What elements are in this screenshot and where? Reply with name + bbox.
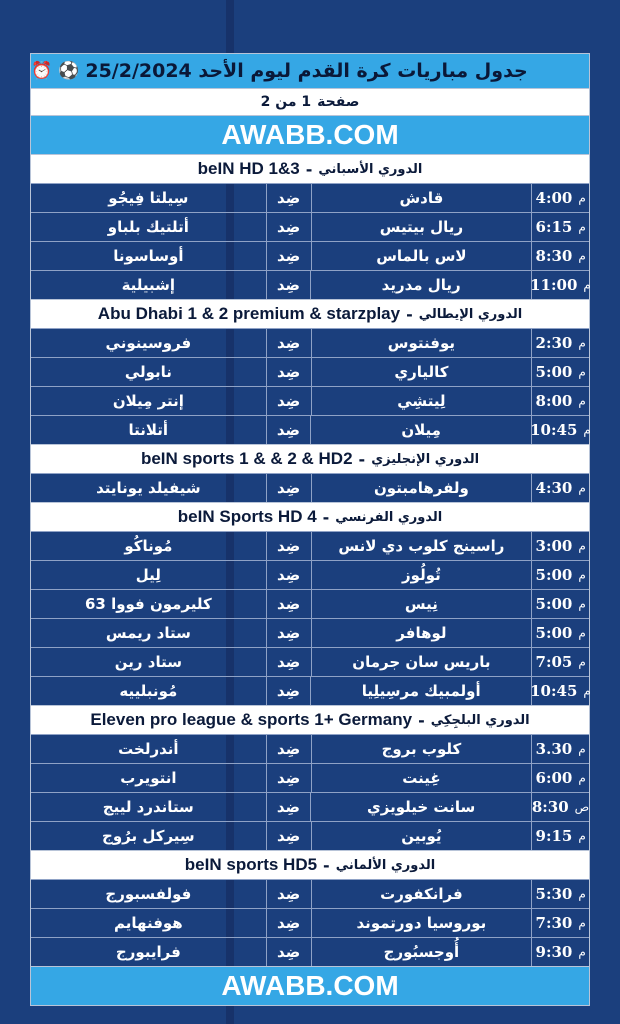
match-row bbox=[31, 415, 589, 444]
match-time-cell bbox=[531, 532, 589, 560]
league-header bbox=[31, 502, 589, 531]
away-team: شيفيلد يونايتد bbox=[96, 479, 201, 497]
league-separator: - bbox=[323, 855, 330, 875]
match-time-cell bbox=[531, 416, 589, 444]
home-team: يوفنتوس bbox=[311, 329, 532, 357]
home-team: كالياري bbox=[311, 358, 532, 386]
match-time: 9:30 bbox=[535, 943, 573, 961]
away-team: فرايبورج bbox=[115, 943, 181, 961]
leagues-container bbox=[31, 154, 589, 966]
match-time: 7:30 bbox=[535, 914, 573, 932]
match-time: 5:30 bbox=[535, 885, 573, 903]
versus-label: ضِد bbox=[266, 416, 311, 444]
league-separator: - bbox=[305, 159, 313, 179]
versus-label: ضِد bbox=[266, 677, 311, 705]
match-time-cell bbox=[531, 677, 589, 705]
versus-label: ضِد bbox=[266, 329, 311, 357]
match-time-cell bbox=[531, 358, 589, 386]
brand-banner: AWABB.COM bbox=[31, 115, 589, 154]
versus-label: ضِد bbox=[266, 561, 311, 589]
match-row bbox=[31, 183, 589, 212]
match-time: 7:05 bbox=[535, 653, 573, 671]
home-team: لوهافر bbox=[311, 619, 532, 647]
versus-label: ضِد bbox=[266, 358, 311, 386]
title-bar bbox=[31, 54, 589, 88]
match-row bbox=[31, 821, 589, 850]
match-ampm: م bbox=[578, 191, 586, 205]
match-ampm: م bbox=[578, 887, 586, 901]
match-time: 3:00 bbox=[535, 537, 573, 555]
match-row bbox=[31, 763, 589, 792]
match-time-cell bbox=[531, 184, 589, 212]
home-team: كلوب بروج bbox=[311, 735, 532, 763]
versus-label: ضِد bbox=[266, 938, 311, 966]
match-time: 10:45 bbox=[530, 682, 578, 700]
away-team: ستاندرد لييج bbox=[102, 798, 194, 816]
away-team: مُوناكُو bbox=[124, 537, 173, 555]
away-team: انتويرب bbox=[120, 769, 177, 787]
match-ampm: م bbox=[578, 916, 586, 930]
home-team: لِيتشِي bbox=[311, 387, 532, 415]
match-row bbox=[31, 618, 589, 647]
match-row bbox=[31, 328, 589, 357]
home-team: قادش bbox=[311, 184, 532, 212]
match-time: 4:00 bbox=[535, 189, 573, 207]
away-team: أوساسونا bbox=[113, 247, 184, 265]
match-time: 5:00 bbox=[535, 624, 573, 642]
away-team: سِيلتا فِيجُو bbox=[108, 189, 189, 207]
match-row bbox=[31, 531, 589, 560]
match-time-cell bbox=[531, 387, 589, 415]
match-time-cell bbox=[531, 793, 589, 821]
away-team: أتلتيك بلباو bbox=[107, 218, 189, 236]
match-time: 8:30 bbox=[535, 247, 573, 265]
match-ampm: م bbox=[578, 597, 586, 611]
away-team: سِيركل برُوج bbox=[102, 827, 195, 845]
away-team: فولفسبورج bbox=[105, 885, 192, 903]
versus-label: ضِد bbox=[266, 764, 311, 792]
match-row bbox=[31, 386, 589, 415]
away-team: مُونبلييه bbox=[119, 682, 178, 700]
match-ampm: م bbox=[578, 336, 586, 350]
match-time: 6:00 bbox=[535, 769, 573, 787]
away-team: كليرمون فووا 63 bbox=[84, 595, 212, 613]
home-team: سانت خيلويزي bbox=[310, 793, 531, 821]
match-time-cell bbox=[531, 271, 589, 299]
versus-label: ضِد bbox=[266, 532, 311, 560]
league-channel: Abu Dhabi 1 & 2 premium & starzplay bbox=[97, 304, 401, 323]
league-name: الدوري الإيطالي bbox=[418, 306, 523, 322]
league-channel: beIN HD 1&3 bbox=[197, 159, 300, 178]
league-channel: Eleven pro league & sports 1+ Germany bbox=[90, 710, 413, 729]
match-time-cell bbox=[531, 619, 589, 647]
away-team: إنتر مِيلان bbox=[112, 392, 184, 410]
versus-label: ضِد bbox=[266, 735, 311, 763]
match-time-cell bbox=[531, 909, 589, 937]
match-ampm: م bbox=[578, 626, 586, 640]
home-team: فرانكفورت bbox=[311, 880, 532, 908]
home-team: لاس بالماس bbox=[311, 242, 532, 270]
league-separator: - bbox=[418, 710, 425, 730]
versus-label: ضِد bbox=[266, 590, 311, 618]
league-header bbox=[31, 154, 589, 183]
home-team: راسينج كلوب دي لانس bbox=[311, 532, 532, 560]
match-time: 5:00 bbox=[535, 595, 573, 613]
page-indicator bbox=[31, 88, 589, 115]
match-time: 9:15 bbox=[535, 827, 573, 845]
league-header bbox=[31, 850, 589, 879]
away-team: ستاد رين bbox=[114, 653, 182, 671]
match-ampm: م bbox=[583, 423, 591, 437]
versus-label: ضِد bbox=[266, 271, 311, 299]
match-row bbox=[31, 647, 589, 676]
page-title: جدول مباريات كرة القدم ليوم الأحد 25/2/2024 bbox=[85, 60, 528, 82]
match-ampm: م bbox=[578, 481, 586, 495]
match-ampm: م bbox=[578, 365, 586, 379]
versus-label: ضِد bbox=[266, 474, 311, 502]
match-time-cell bbox=[531, 213, 589, 241]
match-ampm: ص bbox=[574, 800, 590, 814]
versus-label: ضِد bbox=[266, 909, 311, 937]
match-ampm: م bbox=[578, 220, 586, 234]
away-team: أندرلخت bbox=[118, 740, 179, 758]
home-team: مِيلان bbox=[310, 416, 531, 444]
match-row bbox=[31, 908, 589, 937]
match-time-cell bbox=[531, 329, 589, 357]
match-row bbox=[31, 241, 589, 270]
league-name: الدوري البلجِكِي bbox=[430, 712, 530, 728]
versus-label: ضِد bbox=[266, 619, 311, 647]
match-time: 6:15 bbox=[535, 218, 573, 236]
league-channel: beIN Sports HD 4 bbox=[177, 507, 317, 526]
away-team: هوفنهايم bbox=[114, 914, 183, 932]
match-time: 2:30 bbox=[535, 334, 573, 352]
home-team: ريال بيتيس bbox=[311, 213, 532, 241]
home-team: تُولُوز bbox=[311, 561, 532, 589]
versus-label: ضِد bbox=[266, 822, 311, 850]
match-ampm: م bbox=[578, 829, 586, 843]
match-ampm: م bbox=[583, 684, 591, 698]
home-team: نِيس bbox=[311, 590, 532, 618]
league-name: الدوري الأسباني bbox=[318, 161, 423, 177]
league-separator: - bbox=[406, 304, 413, 324]
match-ampm: م bbox=[578, 655, 586, 669]
match-time-cell bbox=[531, 561, 589, 589]
clock-icon: ⏰ bbox=[31, 61, 53, 81]
versus-label: ضِد bbox=[266, 387, 311, 415]
home-team: ولفرهامبتون bbox=[311, 474, 532, 502]
match-time-cell bbox=[531, 242, 589, 270]
match-time: 5:00 bbox=[535, 363, 573, 381]
league-header bbox=[31, 705, 589, 734]
away-team: فروسينوني bbox=[105, 334, 192, 352]
match-ampm: م bbox=[583, 278, 591, 292]
match-time-cell bbox=[531, 880, 589, 908]
league-channel: beIN sports 1 & & 2 & HD2 bbox=[140, 449, 353, 468]
match-time-cell bbox=[531, 822, 589, 850]
league-separator: - bbox=[322, 507, 330, 527]
match-ampm: م bbox=[578, 249, 586, 263]
match-time-cell bbox=[531, 764, 589, 792]
match-time: 8:00 bbox=[535, 392, 573, 410]
league-header bbox=[31, 444, 589, 473]
match-time: 3.30 bbox=[535, 740, 573, 758]
home-team: أُوجسبُورج bbox=[311, 938, 532, 966]
match-row bbox=[31, 212, 589, 241]
match-time-cell bbox=[531, 648, 589, 676]
league-channel: beIN sports HD5 bbox=[184, 855, 318, 874]
away-team: أتلانتا bbox=[128, 421, 169, 439]
soccer-ball-icon: ⚽ bbox=[58, 61, 80, 81]
league-name: الدوري الألماني bbox=[335, 857, 436, 873]
match-time: 10:45 bbox=[530, 421, 578, 439]
footer-brand-banner: AWABB.COM bbox=[31, 966, 589, 1005]
match-row bbox=[31, 473, 589, 502]
home-team: يُوبين bbox=[311, 822, 532, 850]
versus-label: ضِد bbox=[266, 184, 311, 212]
match-ampm: م bbox=[578, 394, 586, 408]
match-time-cell bbox=[531, 735, 589, 763]
match-ampm: م bbox=[578, 539, 586, 553]
match-row bbox=[31, 937, 589, 966]
match-row bbox=[31, 560, 589, 589]
match-row bbox=[31, 792, 589, 821]
away-team: إشبيلية bbox=[121, 276, 176, 294]
match-ampm: م bbox=[578, 742, 586, 756]
page-value: 1 من 2 bbox=[260, 94, 312, 110]
match-row bbox=[31, 676, 589, 705]
match-ampm: م bbox=[578, 945, 586, 959]
match-time: 8:30 bbox=[531, 798, 569, 816]
home-team: باريس سان جرمان bbox=[311, 648, 532, 676]
versus-label: ضِد bbox=[266, 648, 311, 676]
away-team: لِيل bbox=[135, 566, 161, 584]
match-ampm: م bbox=[578, 568, 586, 582]
match-time: 4:30 bbox=[535, 479, 573, 497]
match-row bbox=[31, 357, 589, 386]
match-row bbox=[31, 879, 589, 908]
versus-label: ضِد bbox=[266, 880, 311, 908]
schedule-sheet bbox=[30, 53, 590, 1006]
league-name: الدوري الإنجليزي bbox=[371, 451, 480, 467]
league-header bbox=[31, 299, 589, 328]
league-separator: - bbox=[358, 449, 366, 469]
away-team: نابولي bbox=[124, 363, 172, 381]
match-ampm: م bbox=[578, 771, 586, 785]
match-time: 11:00 bbox=[530, 276, 578, 294]
home-team: أولمبيك مرسِيلِيا bbox=[310, 677, 531, 705]
league-name: الدوري الفرنسي bbox=[335, 509, 443, 525]
match-time-cell bbox=[531, 474, 589, 502]
match-row bbox=[31, 734, 589, 763]
versus-label: ضِد bbox=[266, 793, 311, 821]
home-team: ريال مدريد bbox=[310, 271, 531, 299]
away-team: ستاد ريمس bbox=[105, 624, 191, 642]
versus-label: ضِد bbox=[266, 213, 311, 241]
match-time: 5:00 bbox=[535, 566, 573, 584]
match-row bbox=[31, 270, 589, 299]
versus-label: ضِد bbox=[266, 242, 311, 270]
match-time-cell bbox=[531, 938, 589, 966]
home-team: بوروسيا دورتموند bbox=[311, 909, 532, 937]
home-team: غِينت bbox=[311, 764, 532, 792]
page-label: صفحة bbox=[317, 94, 360, 110]
match-row bbox=[31, 589, 589, 618]
match-time-cell bbox=[531, 590, 589, 618]
